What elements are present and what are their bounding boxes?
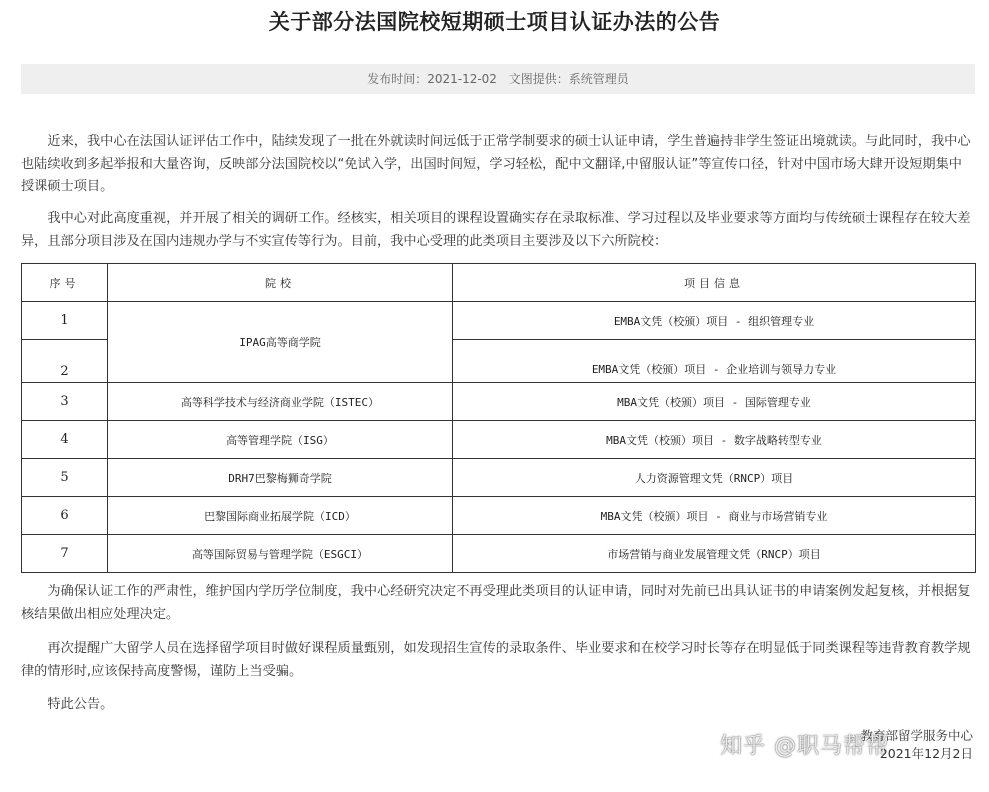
table-row bbox=[22, 459, 976, 497]
paragraph-reminder: 再次提醒广大留学人员在选择留学项目时做好课程质量甄别，如发现招生宣传的录取条件、毕业要求和在校学习时长等存在明显低于同类课程等违背教育教学规律的情形时,应该保持高度警惕，谨防上当受骗。 bbox=[21, 641, 971, 679]
table-row bbox=[22, 535, 976, 573]
header-program-info: 项目信息 bbox=[453, 264, 976, 302]
issue-date: 2021年12月2日 bbox=[879, 746, 973, 761]
paragraph-decision: 为确保认证工作的严肃性，维护国内学历学位制度，我中心经研究决定不再受理此类项目的认证申请，同时对先前已出具认证书的申请案例发起复核，并根据复核结果做出相应处理决定。 bbox=[21, 584, 971, 622]
row-program-info: 人力资源管理文凭（RNCP）项目 bbox=[453, 459, 976, 497]
page-title: 关于部分法国院校短期硕士项目认证办法的公告 bbox=[268, 10, 721, 34]
issuing-organization: 教育部留学服务中心 bbox=[860, 728, 973, 743]
table-row bbox=[22, 383, 976, 421]
paragraph-investigation: 我中心对此高度重视，并开展了相关的调研工作。经核实，相关项目的课程设置确实存在录取标准、学习过程以及毕业要求等方面均与传统硕士课程存在较大差异，且部分项目涉及在国内违规办学与不实宣传等行为。目前，我中心受理的此类项目主要涉及以下六所院校： bbox=[21, 211, 971, 249]
row-number: 7 bbox=[22, 535, 108, 573]
header-school: 院校 bbox=[108, 264, 453, 302]
row-school: 高等管理学院（ISG） bbox=[108, 421, 453, 459]
publish-time: 发布时间：2021-12-02 bbox=[367, 72, 497, 86]
table-row bbox=[22, 421, 976, 459]
row-number: 6 bbox=[22, 497, 108, 535]
row-program-info: 市场营销与商业发展管理文凭（RNCP）项目 bbox=[453, 535, 976, 573]
row-number: 1 bbox=[22, 302, 108, 340]
table-row bbox=[22, 302, 976, 340]
row-school: 高等国际贸易与管理学院（ESGCI） bbox=[108, 535, 453, 573]
row-number: 4 bbox=[22, 421, 108, 459]
table-header-row bbox=[22, 264, 976, 302]
row-number: 3 bbox=[22, 383, 108, 421]
row-number: 2 bbox=[22, 340, 108, 383]
zhihu-watermark: 知乎 @职马帮帮 bbox=[720, 734, 889, 759]
row-school: DRH7巴黎梅狮奇学院 bbox=[108, 459, 453, 497]
header-number: 序号 bbox=[22, 264, 108, 302]
schools-table bbox=[21, 263, 976, 573]
content-provider: 文图提供：系统管理员 bbox=[508, 72, 629, 86]
row-program-info: EMBA文凭（校颁）项目 - 组织管理专业 bbox=[453, 302, 976, 340]
paragraph-closing: 特此公告。 bbox=[47, 697, 114, 712]
row-school: 巴黎国际商业拓展学院（ICD） bbox=[108, 497, 453, 535]
row-school: IPAG高等商学院 bbox=[108, 302, 453, 383]
publish-meta-bar bbox=[21, 64, 975, 94]
row-program-info: MBA文凭（校颁）项目 - 国际管理专业 bbox=[453, 383, 976, 421]
row-program-info: MBA文凭（校颁）项目 - 数字战略转型专业 bbox=[453, 421, 976, 459]
table-row bbox=[22, 497, 976, 535]
row-program-info: EMBA文凭（校颁）项目 - 企业培训与领导力专业 bbox=[453, 340, 976, 383]
row-school: 高等科学技术与经济商业学院（ISTEC） bbox=[108, 383, 453, 421]
row-program-info: MBA文凭（校颁）项目 - 商业与市场营销专业 bbox=[453, 497, 976, 535]
paragraph-intro: 近来，我中心在法国认证评估工作中，陆续发现了一批在外就读时间远低于正常学制要求的硕士认证申请，学生普遍持非学生签证出境就读。与此同时，我中心也陆续收到多起举报和大量咨询，反映部分法国院校以“免试入学，出国时间短，学习轻松，配中文翻译,中留服认证”等宣传口径，针对中国市场大肆开设短期集中授课硕士项目。 bbox=[21, 134, 971, 194]
row-number: 5 bbox=[22, 459, 108, 497]
